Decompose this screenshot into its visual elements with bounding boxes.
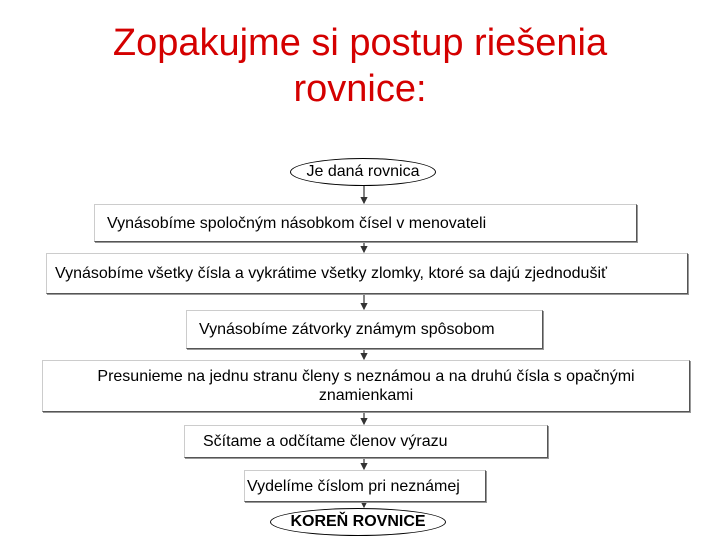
step-label: Vynásobíme zátvorky známym spôsobom — [199, 321, 495, 338]
step-label: Presunieme na jednu stranu členy s neznámou a na druhú čísla s opačnými znamienkami — [97, 368, 635, 404]
step-move-terms — [42, 360, 690, 412]
step-simplify-fractions — [46, 253, 688, 294]
end-oval — [270, 508, 446, 536]
start-oval — [290, 158, 436, 186]
end-label: KOREŇ ROVNICE — [290, 513, 426, 530]
start-label: Je daná rovnica — [306, 163, 420, 180]
title-line-1: Zopakujme si postup riešenia — [112, 22, 608, 64]
step-expand-brackets — [186, 310, 543, 349]
step-label: Vynásobíme všetky čísla a vykrátime všetky zlomky, ktoré sa dajú zjednodušiť — [55, 265, 607, 282]
step-label: Vydelíme číslom pri neznámej — [247, 477, 460, 495]
step-combine-terms — [184, 425, 548, 458]
step-divide — [244, 470, 486, 502]
step-common-multiple — [94, 204, 637, 242]
title-line-2: rovnice: — [293, 68, 427, 110]
step-label: Vynásobíme spoločným násobkom čísel v menovateli — [107, 214, 487, 232]
step-label: Sčítame a odčítame členov výrazu — [203, 433, 448, 450]
